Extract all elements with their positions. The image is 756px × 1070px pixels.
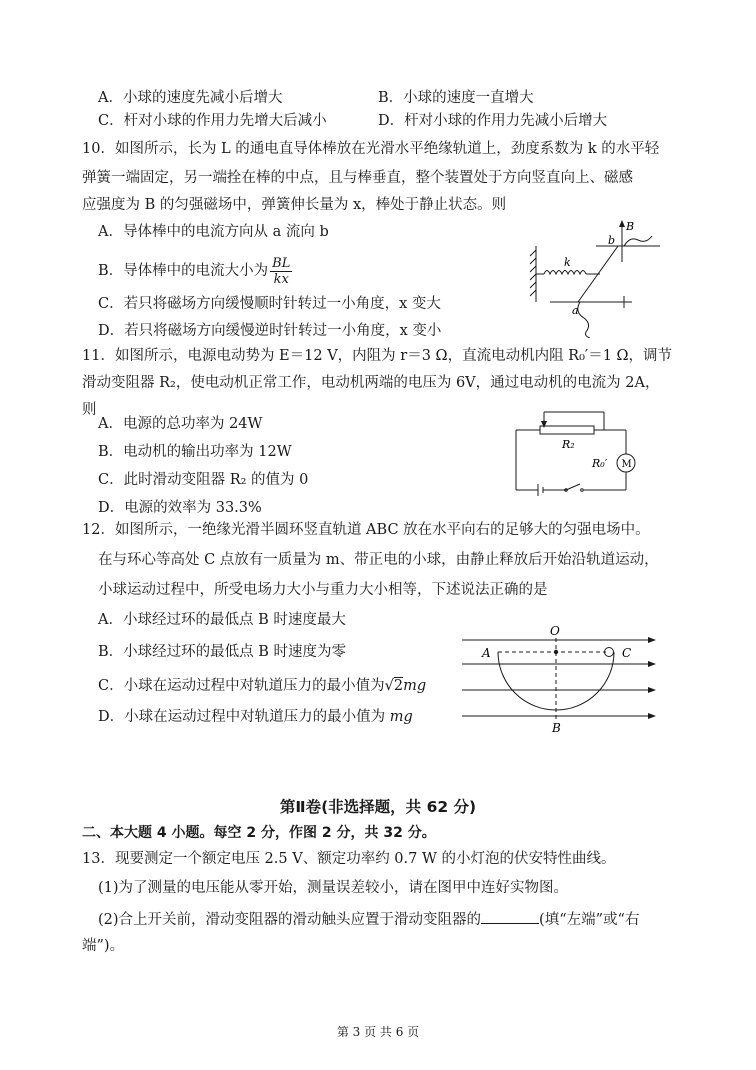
center-dot (554, 650, 558, 654)
arrow-right-icon (648, 637, 656, 643)
q12-fig-label-b: B (552, 721, 561, 735)
q12-stem-line1: 12．如图所示，一绝缘光滑半圆环竖直轨道 ABC 放在水平向右的足够大的匀强电场中。 (82, 522, 650, 538)
q9-option-c: C．杆对小球的作用力先增大后减小 (98, 113, 327, 129)
q12-option-d-unit: mg (389, 709, 413, 725)
q10-fig-label-B: B (626, 220, 635, 233)
q10-fraction-denominator: kx (273, 271, 289, 287)
q10-stem-line1: 10．如图所示，长为 L 的通电直导体棒放在光滑水平绝缘轨道上，劲度系数为 k 的水平轻 (82, 141, 660, 157)
part2-title: 第Ⅱ卷(非选择题，共 62 分) (279, 798, 477, 816)
q12-radicand: 2 (393, 678, 404, 694)
q9-option-a: A．小球的速度先减小后增大 (98, 90, 283, 106)
q13-part1: (1)为了测量的电压能从零开始，测量误差较小，请在图甲中连好实物图。 (98, 880, 569, 896)
q12-fig-label-a: A (482, 646, 491, 660)
slider-arrow-icon (541, 421, 547, 428)
q11-option-d: D．电源的效率为 33.3% (98, 500, 262, 516)
q10-fraction (270, 256, 292, 287)
q10-option-d: D．若只将磁场方向缓慢逆时针转过一小角度，x 变小 (98, 323, 442, 339)
q12-stem-line2: 在与环心等高处 C 点放有一质量为 m、带正电的小球，由静止释放后开始沿轨道运动， (98, 552, 659, 568)
q11-option-a: A．电源的总功率为 24W (98, 416, 263, 432)
q13-stem: 13．现要测定一个额定电压 2.5 V、额定功率约 0.7 W 的小灯泡的伏安特性曲线。 (82, 851, 616, 867)
arrow-right-icon (648, 661, 656, 667)
q13-part2-hint: (填“左端”或“右 (539, 912, 640, 928)
q10-stem-line3: 应强度为 B 的匀强磁场中，弹簧伸长量为 x，棒处于静止状态。则 (82, 197, 507, 213)
q10-fraction-numerator: BL (272, 255, 291, 271)
q9-option-d: D．杆对小球的作用力先减小后增大 (378, 113, 608, 129)
q12-fig-label-c: C (622, 646, 632, 660)
q12-stem-line3: 小球运动过程中，所受电场力大小与重力大小相等，下述说法正确的是 (98, 582, 548, 598)
q12-option-c-unit: mg (403, 678, 427, 694)
q11-stem-line3: 则 (82, 402, 97, 418)
q12-figure (458, 620, 658, 738)
q10-fig-label-a: a (572, 304, 579, 317)
q11-option-b: B．电动机的输出功率为 12W (98, 444, 292, 460)
q10-fig-label-k: k (564, 256, 571, 269)
q11-fig-label-r0: R₀′ (592, 457, 608, 470)
page-number: 第 3 页 共 6 页 (336, 1025, 420, 1039)
sqrt-icon: √ (384, 678, 394, 694)
q11-fig-label-r2: R₂ (562, 438, 575, 451)
q10-option-c: C．若只将磁场方向缓慢顺时针转过一小角度，x 变大 (98, 296, 441, 312)
q12-option-d (98, 707, 413, 727)
arrow-right-icon (648, 687, 656, 693)
q10-option-a: A．导体棒中的电流方向从 a 流向 b (98, 224, 329, 240)
q11-stem-line1: 11．如图所示，电源电动势为 E＝12 V，内阻为 r＝3 Ω，直流电动机内阻 R₀′＝1 Ω，调节 (82, 348, 673, 364)
q12-option-a: A．小球经过环的最低点 B 时速度最大 (98, 612, 346, 628)
q10-option-b-text: B．导体棒中的电流大小为 (98, 263, 269, 279)
q13-part2-text: (2)合上开关前，滑动变阻器的滑动触头应置于滑动变阻器的 (98, 912, 482, 928)
q9-option-b: B．小球的速度一直增大 (378, 90, 534, 106)
q10-stem-line2: 弹簧一端固定，另一端拴在棒的中点，且与棒垂直，整个装置处于方向竖直向上、磁感 (82, 170, 633, 186)
q10-option-b (98, 254, 292, 288)
motor-icon: M (621, 459, 632, 470)
q12-option-c (98, 676, 426, 696)
q10-fig-label-b: b (608, 234, 616, 247)
q12-option-d-text: D．小球在运动过程中对轨道压力的最小值为 (98, 709, 390, 725)
q12-option-c-text: C．小球在运动过程中对轨道压力的最小值为 (98, 678, 385, 694)
q11-stem-line2: 滑动变阻器 R₂，使电动机正常工作，电动机两端的电压为 6V，通过电动机的电流为 2A， (82, 375, 660, 391)
arrow-right-icon (648, 713, 656, 719)
q12-fig-label-o: O (550, 624, 560, 638)
q13-part2-line2: 端”)。 (82, 938, 125, 954)
q11-option-c: C．此时滑动变阻器 R₂ 的值为 0 (98, 472, 309, 488)
q13-answer-blank[interactable] (481, 909, 539, 924)
q12-option-b: B．小球经过环的最低点 B 时速度为零 (98, 644, 347, 660)
q10-figure (520, 218, 670, 338)
q13-part2 (98, 909, 639, 930)
q11-figure (508, 406, 638, 496)
part2-heading: 二、本大题 4 小题。每空 2 分，作图 2 分，共 32 分。 (82, 825, 436, 841)
arrow-up-icon (619, 220, 625, 227)
